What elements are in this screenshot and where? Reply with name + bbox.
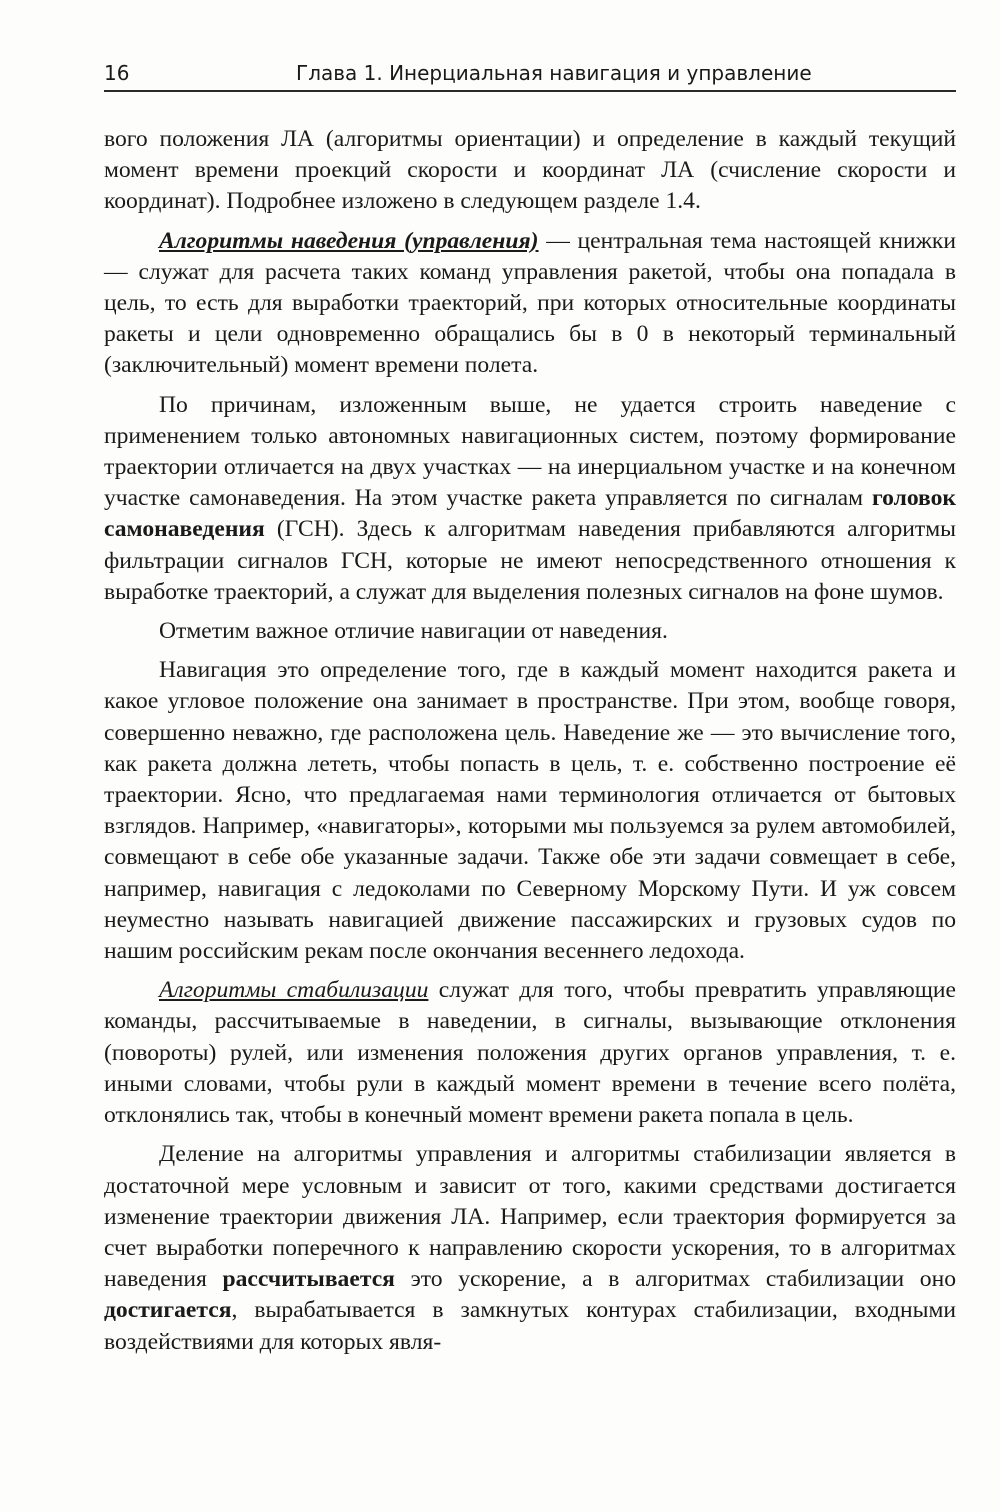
paragraph-text: вого положения ЛА (алгоритмы ориентации) и определение в каждый текущий момент времени проекций скорости и координат ЛА (счисление скорости и координат). Подробнее изложено в следующем разделе 1.4. bbox=[104, 126, 956, 215]
paragraph-text: это ускорение, а в алгоритмах стабилизации оно bbox=[394, 1266, 956, 1293]
paragraph-text: — центральная тема настоящей книжки — служат для расчета таких команд управления ракетой, чтобы она попадала в цель, то есть для выработки траекторий, при которых относительные координаты ракеты и цели одновременно обращались бы в 0 в некоторый терминальный (заключительный) момент времени полета. bbox=[104, 227, 956, 379]
paragraph-stabilization-algorithms bbox=[104, 975, 956, 1131]
paragraph-text: (ГСН). Здесь к алгоритмам наведения прибавляются алгоритмы фильтрации сигналов ГСН, которые не имеют непосредственного отношения к выработке траекторий, а служат для выделения полезных сигналов на фоне шумов. bbox=[104, 516, 956, 605]
paragraph-guidance-algorithms bbox=[104, 226, 956, 382]
paragraph-navigation-vs-guidance bbox=[104, 616, 956, 647]
paragraph-homing-heads bbox=[104, 390, 956, 608]
paragraph-text: , вырабатывается в замкнутых контурах стабилизации, входными воздействиями для которых явля- bbox=[104, 1297, 956, 1355]
running-header bbox=[104, 56, 956, 92]
paragraph-navigation-definition bbox=[104, 655, 956, 967]
bold-achieved: достигается bbox=[104, 1297, 232, 1324]
page-body bbox=[104, 124, 956, 1366]
bold-homing-heads: головок самонаведения bbox=[104, 485, 956, 543]
paragraph-text: Деление на алгоритмы управления и алгоритмы стабилизации является в достаточной мере условным и зависит от того, какими средствами достигается изменение траектории движения ЛА. Например, если траектория формируется за счет выработки поперечного к направлению скорости ускорения, то в алгоритмах наведения bbox=[104, 1141, 956, 1293]
paragraph-text: Навигация это определение того, где в каждый момент находится ракета и какое угловое положение она занимает в пространстве. При этом, вообще говоря, совершенно неважно, где расположена цель. Наведение же — это вычисление того, как ракета должна лететь, чтобы попасть в цель, т. е. собственно построение её траектории. Ясно, что предлагаемая нами терминология отличается от бытовых взглядов. Например, «навигаторы», которыми мы пользуемся за рулем автомобилей, совмещают в себе обе указанные задачи. Также обе эти задачи совмещает в себе, например, навигация с ледоколами по Северному Морскому Пути. И уж совсем неуместно называть навигацией движение пассажирских и грузовых судов по нашим российским рекам после окончания весеннего ледохода. bbox=[104, 657, 956, 965]
paragraph-text: По причинам, изложенным выше, не удается строить наведение с применением только автономных навигационных систем, поэтому формирование траектории отличается на двух участках — на инерциальном участке и на конечном участке самонаведения. На этом участке ракета управляется по сигналам bbox=[104, 391, 956, 512]
chapter-title: Глава 1. Инерциальная навигация и управление bbox=[296, 61, 812, 85]
term-stabilization-algorithms: Алгоритмы стабилизации bbox=[159, 977, 429, 1004]
paragraph-division-of-algorithms bbox=[104, 1139, 956, 1357]
bold-computed: рассчитывается bbox=[222, 1266, 395, 1293]
term-guidance-algorithms: Алгоритмы наведения (управления) bbox=[159, 227, 539, 254]
page-number: 16 bbox=[104, 61, 130, 85]
paragraph-orientation-continued bbox=[104, 124, 956, 218]
paragraph-text: Отметим важное отличие навигации от наведения. bbox=[159, 618, 668, 645]
paragraph-text: служат для того, чтобы превратить управляющие команды, рассчитываемые в наведении, в сигналы, вызывающие отклонения (повороты) рулей, или изменения положения других органов управления, т. е. иными словами, чтобы рули в каждый момент времени в течение всего полёта, отклонялись так, чтобы в конечный момент времени ракета попала в цель. bbox=[104, 977, 956, 1129]
